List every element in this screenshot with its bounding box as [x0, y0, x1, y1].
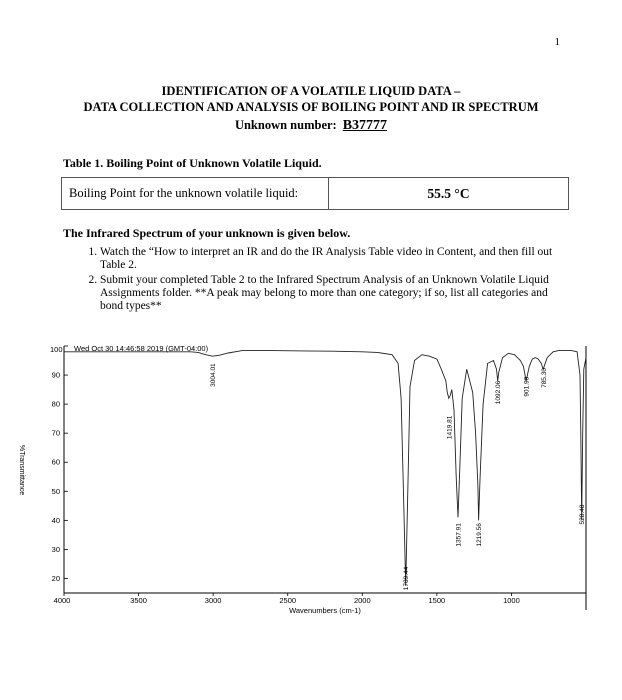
unknown-number-value: B37777	[342, 118, 388, 133]
y-tick-label-30: 30	[51, 544, 60, 554]
page-number: 1	[554, 36, 560, 48]
table1-caption: Table 1. Boiling Point of Unknown Volatile Liquid.	[63, 156, 322, 170]
y-tick-label-60: 60	[51, 457, 60, 467]
y-tick-label-70: 70	[51, 428, 60, 438]
unknown-number-line	[0, 118, 622, 134]
y-tick-label-80: 80	[51, 399, 60, 409]
y-tick-label-40: 40	[51, 515, 60, 525]
instruction-item-1: 1. Watch the “How to interpret an IR and do the IR Analysis Table video in Content, and then fill out Table 2.	[100, 246, 562, 272]
boiling-point-label: Boiling Point for the unknown volatile liquid:	[62, 178, 329, 209]
y-ticks	[52, 346, 68, 583]
x-tick-label-3000: 3000	[204, 596, 222, 605]
peak-label-1419-81: 1419.81	[446, 415, 454, 440]
peak-labels	[210, 363, 586, 590]
y-tick-label-20: 20	[51, 573, 60, 583]
spectrum-line	[64, 350, 586, 585]
peak-label-785-30: 785.30	[540, 368, 548, 388]
document-title-line-2: DATA COLLECTION AND ANALYSIS OF BOILING POINT AND IR SPECTRUM	[83, 100, 539, 114]
peak-label-1219-56: 1219.56	[476, 523, 484, 547]
unknown-number-label: Unknown number:	[234, 118, 337, 132]
y-tick-label-90: 90	[51, 370, 60, 380]
peak-label-3004-01: 3004.01	[210, 363, 218, 387]
y-tick-label-50: 50	[51, 486, 60, 496]
x-tick-label-4000: 4000	[53, 596, 71, 605]
instructions-list	[82, 246, 562, 315]
y-axis-label: %Transmittance	[18, 444, 25, 496]
y-tick-label-100: 100	[50, 345, 63, 354]
x-axis-label: Wavenumbers (cm-1)	[289, 606, 361, 615]
boiling-point-table	[61, 177, 569, 210]
boiling-point-value: 55.5 °C	[427, 186, 470, 201]
peak-label-1357-91: 1357.91	[455, 523, 463, 547]
x-ticks	[54, 593, 520, 605]
instruction-item-2: 2. Submit your completed Table 2 to the Infrared Spectrum Analysis of an Unknown Volatile Liquid Assignments folder. **A peak may belong to more than one category; if so, list all categories and bond types**	[100, 274, 562, 313]
chart-timestamp: Wed Oct 30 14:46:58 2019 (GMT-04:00)	[74, 344, 209, 353]
document-title-line-1: IDENTIFICATION OF A VOLATILE LIQUID DATA –	[161, 84, 461, 98]
ir-spectrum-heading: The Infrared Spectrum of your unknown is given below.	[63, 226, 351, 240]
peak-label-901-90: 901.90	[523, 376, 531, 397]
x-tick-label-1500: 1500	[428, 596, 446, 605]
ir-spectrum-chart	[0, 338, 622, 628]
x-tick-label-1000: 1000	[503, 596, 520, 605]
peak-label-1092-06: 1092.06	[495, 380, 503, 405]
peak-label-1709-44: 1709.44	[403, 566, 411, 591]
x-tick-label-2000: 2000	[353, 596, 371, 605]
chart-axes	[64, 346, 586, 610]
x-tick-label-3500: 3500	[130, 596, 147, 605]
peak-label-528-48: 528.48	[579, 504, 587, 525]
x-tick-label-2500: 2500	[279, 596, 297, 605]
